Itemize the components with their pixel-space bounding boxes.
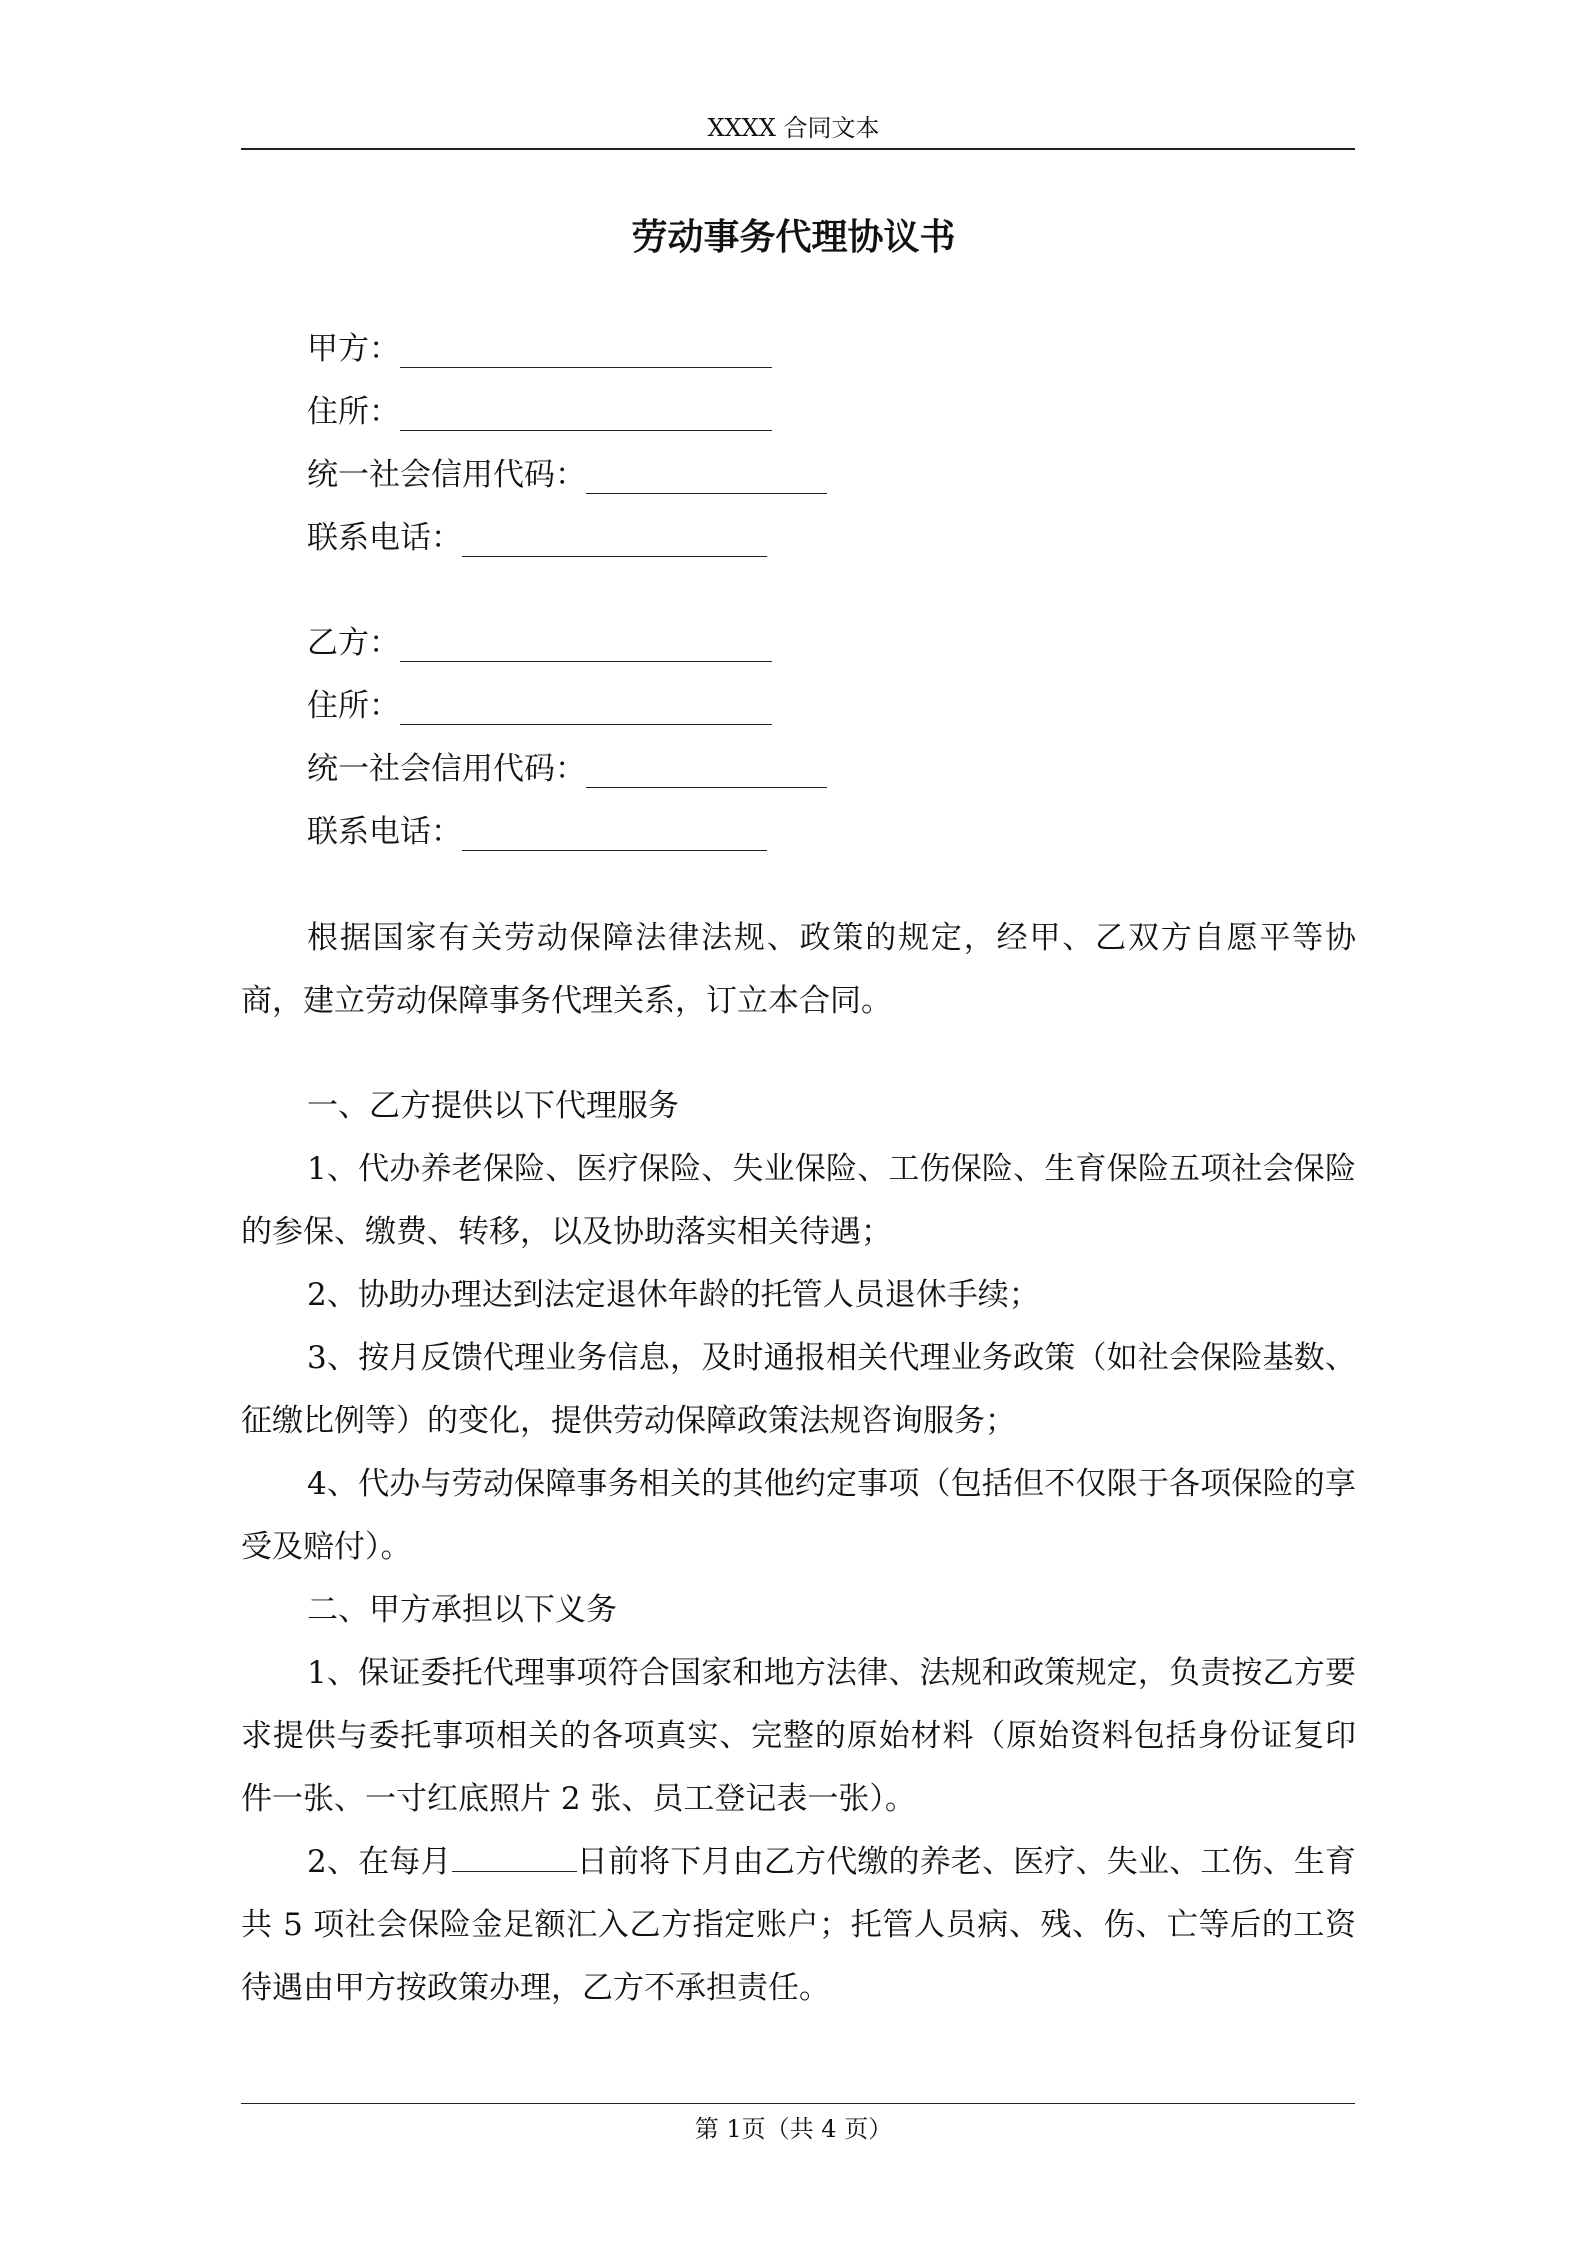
- section-1-heading: 一、乙方提供以下代理服务: [307, 1088, 679, 1124]
- party-a-credit-code-label: 统一社会信用代码：: [307, 457, 586, 493]
- party-b-credit-code-blank[interactable]: [586, 749, 827, 788]
- party-b-credit-code-label: 统一社会信用代码：: [307, 751, 586, 787]
- party-a-name-blank[interactable]: [400, 329, 772, 368]
- party-b-credit-code-field: [307, 744, 827, 794]
- section-2-item-2-prefix: 2、在每月: [307, 1844, 452, 1880]
- party-a-name-label: 甲方：: [307, 331, 400, 367]
- footer-divider: [241, 2103, 1355, 2104]
- section-2-item-2: [241, 1831, 1356, 2020]
- party-b-name-blank[interactable]: [400, 623, 772, 662]
- section-2-item-1: 1、保证委托代理事项符合国家和地方法律、法规和政策规定，负责按乙方要求提供与委托事项相关的各项真实、完整的原始材料（原始资料包括身份证复印件一张、一寸红底照片 2 张、员工登记表一张）。: [241, 1655, 1356, 1817]
- section-2-heading: 二、甲方承担以下义务: [307, 1592, 617, 1628]
- party-b-phone-field: [307, 807, 767, 857]
- party-b-address-label: 住所：: [307, 688, 400, 724]
- document-title: 劳动事务代理协议书: [631, 216, 956, 258]
- party-a-name-field: [307, 324, 772, 374]
- intro-paragraph: 根据国家有关劳动保障法律法规、政策的规定，经甲、乙双方自愿平等协商，建立劳动保障事务代理关系，订立本合同。: [241, 920, 1356, 1019]
- section-1-item-2: 2、协助办理达到法定退休年龄的托管人员退休手续；: [307, 1277, 1040, 1313]
- party-b-phone-blank[interactable]: [462, 812, 767, 851]
- party-a-address-field: [307, 387, 772, 437]
- section-1-item-1: 1、代办养老保险、医疗保险、失业保险、工伤保险、生育保险五项社会保险的参保、缴费、转移，以及协助落实相关待遇；: [241, 1151, 1356, 1250]
- section-2-item-2-suffix: 日前将下月由乙方代缴的养老、医疗、失业、工伤、生育共 5 项社会保险金足额汇入乙方指定账户；托管人员病、残、伤、亡等后的工资待遇由甲方按政策办理，乙方不承担责任。: [241, 1844, 1356, 2006]
- party-b-name-label: 乙方：: [307, 625, 400, 661]
- party-a-phone-field: [307, 513, 767, 563]
- party-b-address-blank[interactable]: [400, 686, 772, 725]
- party-b-address-field: [307, 681, 772, 731]
- party-b-phone-label: 联系电话：: [307, 814, 462, 850]
- party-a-address-blank[interactable]: [400, 392, 772, 431]
- section-1-item-3: 3、按月反馈代理业务信息，及时通报相关代理业务政策（如社会保险基数、征缴比例等）的变化，提供劳动保障政策法规咨询服务；: [241, 1340, 1356, 1439]
- payment-day-blank[interactable]: [452, 1841, 577, 1872]
- section-1-item-4: 4、代办与劳动保障事务相关的其他约定事项（包括但不仅限于各项保险的享受及赔付）。: [241, 1466, 1356, 1565]
- party-b-name-field: [307, 618, 772, 668]
- party-a-phone-blank[interactable]: [462, 518, 767, 557]
- header-divider: [241, 148, 1355, 150]
- party-a-address-label: 住所：: [307, 394, 400, 430]
- party-a-phone-label: 联系电话：: [307, 520, 462, 556]
- party-a-credit-code-field: [307, 450, 827, 500]
- page-header: XXXX 合同文本: [707, 114, 880, 142]
- page-footer: 第 1页（共 4 页）: [694, 2115, 893, 2143]
- party-a-credit-code-blank[interactable]: [586, 455, 827, 494]
